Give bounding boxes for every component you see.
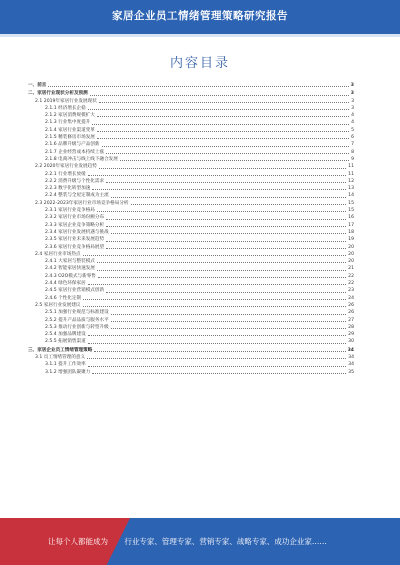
- toc-entry[interactable]: [28, 207, 354, 214]
- toc-leader-dots: [120, 160, 349, 161]
- footer-text: [48, 536, 327, 547]
- toc-entry[interactable]: [28, 119, 354, 126]
- toc-heading: 内容目录: [169, 56, 230, 71]
- toc-entry[interactable]: [28, 244, 354, 251]
- toc-entry-page: 26: [348, 302, 354, 308]
- toc-entry-page: 16: [348, 215, 354, 221]
- toc-leader-dots: [83, 255, 347, 256]
- toc-entry-label: 2.2.2 消费升级与个性化需求: [45, 178, 105, 184]
- toc-entry-label: 2.1 2019年家居行业发展现状: [35, 98, 97, 104]
- toc-entry[interactable]: [28, 229, 354, 236]
- toc-entry[interactable]: [28, 163, 354, 170]
- footer-item: 营销专家、: [199, 537, 237, 546]
- toc-entry-label: 2.3.3 家居企业竞争策略分析: [45, 222, 105, 228]
- toc-entry-label: 2.2.4 整装与全屋定制成为主流: [45, 193, 109, 199]
- toc-entry[interactable]: [28, 331, 354, 338]
- toc-leader-dots: [48, 86, 348, 87]
- toc-entry-label: 2.4.3 O2O模式与新零售: [45, 273, 96, 279]
- toc-entry-page: 4: [351, 113, 354, 119]
- toc-entry-label: 2.5.3 推动行业创新与转型升级: [45, 324, 109, 330]
- toc-entry-page: 11: [348, 171, 354, 177]
- toc-entry-page: 4: [351, 120, 354, 126]
- toc-entry-label: 2.5.1 加强行业规范与标准建设: [45, 310, 109, 316]
- toc-leader-dots: [97, 211, 346, 212]
- toc-entry[interactable]: [28, 141, 354, 148]
- toc-entry-label: 三、家居企业员工情绪管理策略: [28, 347, 93, 353]
- toc-entry[interactable]: [28, 98, 354, 105]
- toc-entry[interactable]: [28, 280, 354, 287]
- toc-entry[interactable]: [28, 309, 354, 316]
- toc-entry[interactable]: [28, 149, 354, 156]
- toc-leader-dots: [111, 321, 346, 322]
- toc-entry[interactable]: [28, 251, 354, 258]
- toc-entry-page: 18: [348, 229, 354, 235]
- toc-leader-dots: [111, 328, 346, 329]
- toc-entry-label: 2.5.5 拓展销售渠道: [45, 339, 86, 345]
- toc-entry-label: 2.3.4 家居行业发展机遇与挑战: [45, 229, 109, 235]
- toc-entry-page: 30: [348, 339, 354, 345]
- footer-item: 成功企业家……: [274, 537, 327, 546]
- toc-entry[interactable]: [28, 185, 354, 192]
- toc-entry-page: 24: [348, 295, 354, 301]
- toc-entry-page: 3: [350, 83, 354, 88]
- toc-leader-dots: [106, 226, 346, 227]
- toc-entry[interactable]: [28, 302, 354, 309]
- toc-entry-label: 2.1.5 精装修房市场发展: [45, 135, 95, 141]
- toc-entry[interactable]: [28, 127, 354, 134]
- toc-entry[interactable]: [28, 214, 354, 221]
- toc-entry[interactable]: [28, 338, 354, 345]
- toc-entry-label: 2.1.4 家居行业渠道变革: [45, 127, 95, 133]
- toc-entry[interactable]: [28, 369, 354, 376]
- toc-leader-dots: [83, 299, 346, 300]
- toc-leader-dots: [111, 233, 346, 234]
- toc-entry[interactable]: [28, 347, 354, 354]
- toc-leader-dots: [99, 102, 349, 103]
- toc-entry-label: 2.4.1 大家居与整装模式: [45, 259, 95, 265]
- toc-entry[interactable]: [28, 105, 354, 112]
- toc-leader-dots: [106, 248, 346, 249]
- toc-entry-label: 二、家居行业现状分析及预测: [28, 91, 88, 97]
- toc-leader-dots: [92, 373, 346, 374]
- toc-entry-label: 2.1.1 经济增长企稳: [45, 105, 86, 111]
- toc-entry[interactable]: [28, 171, 354, 178]
- toc-entry-page: 20: [348, 251, 354, 257]
- toc-leader-dots: [106, 153, 349, 154]
- footer-slogan: 让每个人都能成为: [48, 537, 108, 546]
- toc-leader-dots: [88, 175, 346, 176]
- toc-entry[interactable]: [28, 258, 354, 265]
- toc-entry-page: 8: [351, 149, 354, 155]
- toc-entry[interactable]: [28, 112, 354, 119]
- toc-entry-page: 29: [348, 332, 354, 338]
- toc-entry-label: 3.1.2 增强团队凝聚力: [45, 369, 91, 375]
- toc-entry-label: 2.1.3 行业集中度提升: [45, 120, 91, 126]
- toc-entry-label: 2.2 2020年家居行业发展趋势: [35, 164, 97, 170]
- toc-entry-page: 3: [351, 105, 354, 111]
- toc-entry-page: 22: [348, 281, 354, 287]
- toc-entry-label: 2.2.3 数字化转型加速: [45, 186, 91, 192]
- toc-leader-dots: [97, 262, 346, 263]
- toc-entry-page: 20: [348, 259, 354, 265]
- toc-entry-page: 12: [348, 178, 354, 184]
- toc-entry-page: 17: [348, 222, 354, 228]
- toc-entry[interactable]: [28, 222, 354, 229]
- toc-entry-page: 21: [348, 266, 354, 272]
- toc-entry[interactable]: [28, 273, 354, 280]
- toc-entry-label: 2.4.2 智能家居快速发展: [45, 266, 95, 272]
- toc-leader-dots: [94, 351, 345, 352]
- toc-entry[interactable]: [28, 192, 354, 199]
- toc-leader-dots: [97, 116, 349, 117]
- toc-entry-page: 22: [348, 273, 354, 279]
- toc-entry-label: 2.1.7 企业经营成本持续上涨: [45, 149, 105, 155]
- toc-entry-label: 2.3 2022-2023年家居行业市场竞争格局分析: [35, 200, 129, 206]
- toc-leader-dots: [87, 358, 346, 359]
- toc-leader-dots: [88, 109, 349, 110]
- report-title: 家居企业员工情绪管理策略研究报告: [112, 10, 288, 22]
- toc-leader-dots: [99, 168, 346, 169]
- toc-entry-page: 9: [351, 156, 354, 162]
- toc-leader-dots: [106, 241, 346, 242]
- toc-entry[interactable]: [28, 317, 354, 324]
- toc-entry-page: 7: [351, 142, 354, 148]
- toc-entry-page: 15: [348, 200, 354, 206]
- toc-entry-label: 2.2.1 行业增长放缓: [45, 171, 86, 177]
- toc-leader-dots: [106, 292, 346, 293]
- toc-entry-page: 20: [348, 244, 354, 250]
- toc-leader-dots: [90, 95, 349, 96]
- table-of-contents: [28, 82, 354, 376]
- toc-entry[interactable]: [28, 265, 354, 272]
- toc-entry[interactable]: [28, 134, 354, 141]
- footer-items: [124, 537, 327, 546]
- toc-leader-dots: [106, 219, 346, 220]
- toc-entry-page: 14: [348, 193, 354, 199]
- toc-entry-label: 2.3.2 家居行业市场份额分布: [45, 215, 105, 221]
- toc-entry-label: 2.4.6 个性化定制: [45, 295, 82, 301]
- toc-leader-dots: [92, 124, 349, 125]
- toc-leader-dots: [97, 270, 346, 271]
- toc-entry-label: 2.3.6 家居行业竞争格局展望: [45, 244, 105, 250]
- toc-entry-page: 34: [348, 354, 354, 360]
- header-banner: [0, 0, 400, 37]
- toc-entry-page: 6: [351, 135, 354, 141]
- toc-entry-page: 35: [348, 369, 354, 375]
- toc-entry-page: 3: [351, 98, 354, 104]
- toc-entry-label: 2.3.1 家居行业竞争格局: [45, 208, 95, 214]
- toc-entry-label: 2.4.4 绿色环保家居: [45, 281, 86, 287]
- toc-entry[interactable]: [28, 90, 354, 97]
- toc-entry-page: 11: [348, 164, 354, 170]
- toc-leader-dots: [97, 131, 349, 132]
- toc-leader-dots: [131, 204, 347, 205]
- toc-entry-page: 13: [348, 186, 354, 192]
- toc-entry-label: 2.4 家居行业市场热点: [35, 251, 81, 257]
- toc-entry-label: 3.1.1 提升工作效率: [45, 362, 86, 368]
- toc-leader-dots: [83, 306, 347, 307]
- toc-leader-dots: [102, 146, 350, 147]
- toc-entry[interactable]: [28, 82, 354, 89]
- toc-leader-dots: [92, 189, 346, 190]
- toc-entry[interactable]: [28, 354, 354, 361]
- toc-entry-page: 23: [348, 288, 354, 294]
- toc-entry-label: 2.5 家居行业发展建议: [35, 302, 81, 308]
- toc-leader-dots: [88, 366, 346, 367]
- toc-leader-dots: [88, 335, 346, 336]
- toc-leader-dots: [88, 343, 346, 344]
- footer-band: [0, 518, 400, 565]
- toc-entry[interactable]: [28, 178, 354, 185]
- toc-entry-label: 2.1.8 电商冲击与线上线下融合发展: [45, 156, 118, 162]
- toc-leader-dots: [111, 197, 346, 198]
- toc-entry-label: 一、前言: [28, 83, 47, 88]
- toc-entry-page: 34: [348, 362, 354, 368]
- toc-entry[interactable]: [28, 324, 354, 331]
- footer-item: 管理专家、: [161, 537, 200, 546]
- toc-entry[interactable]: [28, 156, 354, 163]
- toc-entry-label: 2.4.5 家居行业营销模式创新: [45, 288, 105, 294]
- toc-entry-label: 2.1.2 家居消费规模扩大: [45, 113, 95, 119]
- toc-leader-dots: [97, 138, 349, 139]
- toc-entry-label: 2.5.2 提升产品品质与服务水平: [45, 317, 109, 323]
- toc-entry[interactable]: [28, 361, 354, 368]
- toc-entry[interactable]: [28, 200, 354, 207]
- toc-entry-label: 2.3.5 家居行业未来发展趋势: [45, 237, 105, 243]
- toc-leader-dots: [106, 182, 346, 183]
- toc-leader-dots: [111, 314, 346, 315]
- toc-entry[interactable]: [28, 295, 354, 302]
- toc-entry-page: 19: [348, 237, 354, 243]
- toc-entry[interactable]: [28, 287, 354, 294]
- toc-entry-page: 28: [348, 324, 354, 330]
- toc-entry-page: 34: [347, 347, 354, 353]
- toc-entry-page: 27: [348, 317, 354, 323]
- toc-entry-page: 26: [348, 310, 354, 316]
- toc-entry-label: 2.5.4 加强品牌建设: [45, 332, 86, 338]
- toc-entry-label: 3.1 员工情绪管理的意义: [35, 354, 86, 360]
- toc-entry-page: 5: [351, 127, 354, 133]
- toc-entry-label: 2.1.6 品牌升级与产品创新: [45, 142, 100, 148]
- footer-item: 战略专家、: [236, 537, 275, 546]
- toc-entry[interactable]: [28, 236, 354, 243]
- footer-item: 行业专家、: [124, 537, 162, 546]
- toc-leader-dots: [98, 277, 346, 278]
- toc-leader-dots: [88, 284, 346, 285]
- toc-entry-page: 3: [350, 91, 354, 97]
- toc-entry-page: 15: [348, 208, 354, 214]
